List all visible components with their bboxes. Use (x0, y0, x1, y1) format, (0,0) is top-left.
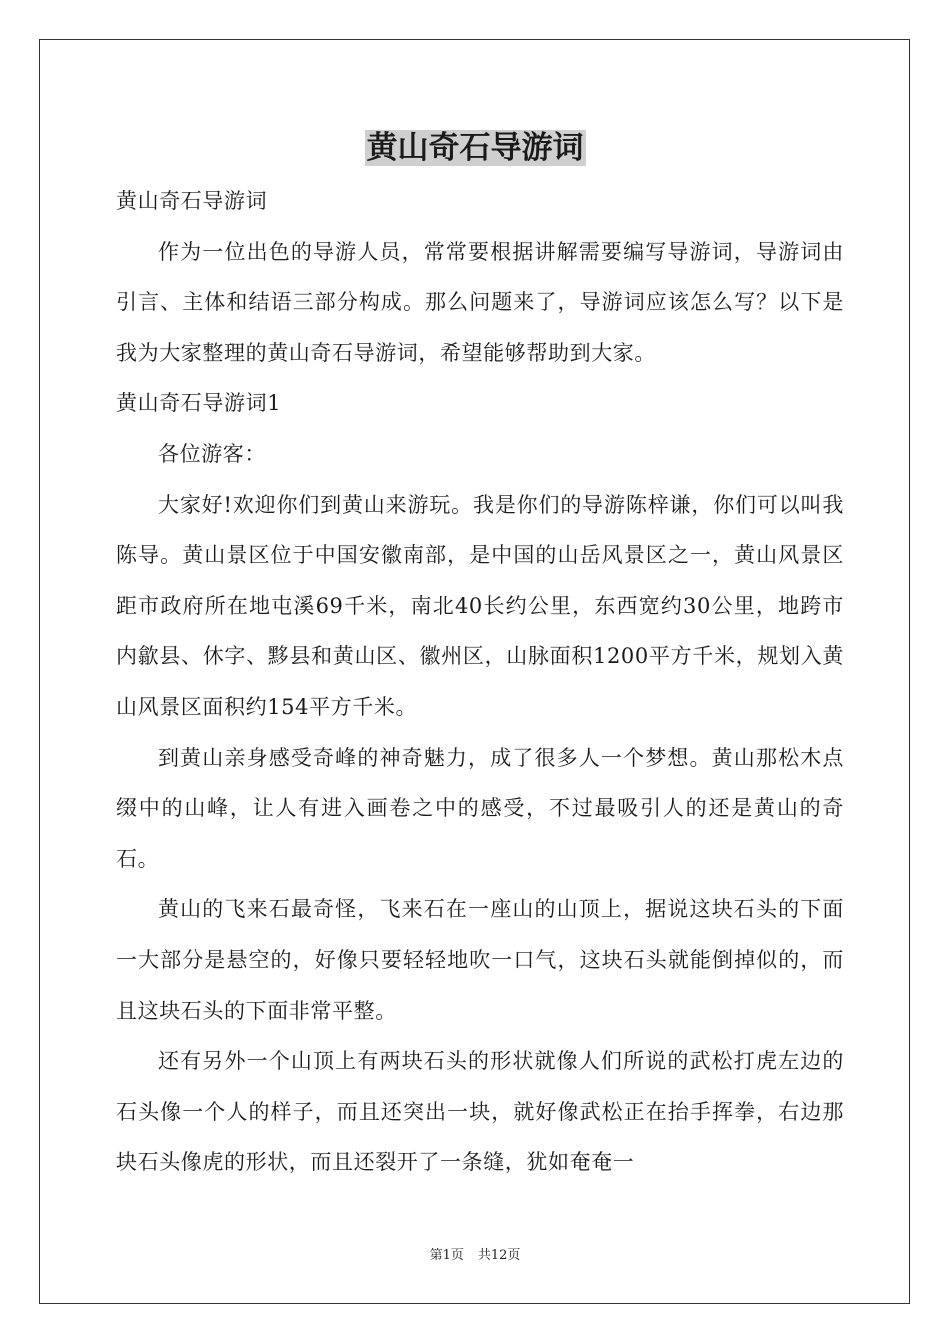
paragraph: 黄山奇石导游词1 (116, 391, 282, 416)
document-title (0, 128, 950, 168)
paragraph: 各位游客： (158, 441, 266, 466)
page-total: 共12页 (477, 1248, 521, 1263)
page-footer (0, 1247, 950, 1265)
paragraph: 大家好!欢迎你们到黄山来游玩。我是你们的导游陈梓谦，你们可以叫我陈导。黄山景区位于中国安徽南部，是中国的山岳风景区之一，黄山风景区距市政府所在地屯溪69千米，南北40长约公里，东西宽约30公里，地跨市内歙县、休字、黟县和黄山区、徽州区，山脉面积1200平方千米，规划入黄山风景区面积约154平方千米。 (116, 492, 844, 719)
document-body (116, 176, 844, 1188)
paragraph: 黄山的飞来石最奇怪，飞来石在一座山的山顶上，据说这块石头的下面一大部分是悬空的，好像只要轻轻地吹一口气，这块石头就能倒掉似的，而且这块石头的下面非常平整。 (116, 897, 844, 1023)
paragraph: 还有另外一个山顶上有两块石头的形状就像人们所说的武松打虎左边的石头像一个人的样子，而且还突出一块，就好像武松正在抬手挥拳，右边那块石头像虎的形状，而且还裂开了一条缝，犹如奄奄一 (116, 1049, 844, 1175)
document-title-text: 黄山奇石导游词 (366, 130, 584, 166)
paragraph: 到黄山亲身感受奇峰的神奇魅力，成了很多人一个梦想。黄山那松木点缀中的山峰，让人有进入画卷之中的感受，不过最吸引人的还是黄山的奇石。 (116, 745, 844, 871)
paragraph: 黄山奇石导游词 (116, 189, 268, 213)
page-number: 第1页 (429, 1248, 464, 1263)
paragraph: 作为一位出色的导游人员，常常要根据讲解需要编写导游词，导游词由引言、主体和结语三部分构成。那么问题来了，导游词应该怎么写？以下是我为大家整理的黄山奇石导游词，希望能够帮助到大家。 (116, 239, 844, 365)
